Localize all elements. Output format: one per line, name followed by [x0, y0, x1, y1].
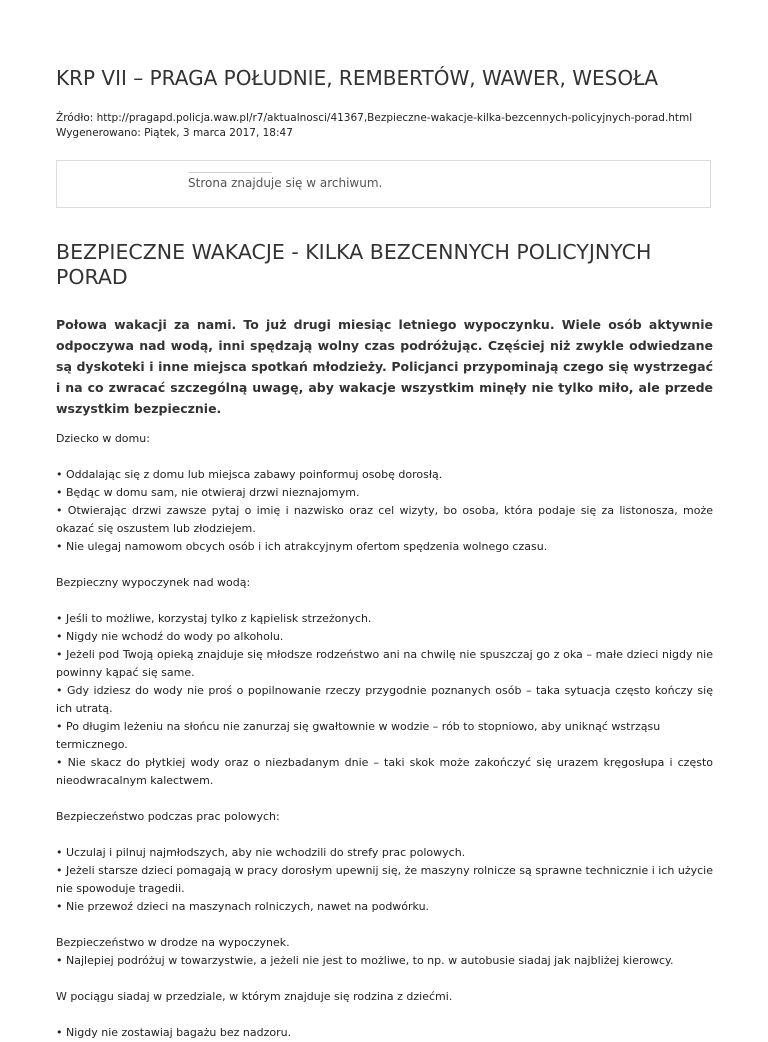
generated-date: Wygenerowano: Piątek, 3 marca 2017, 18:47: [56, 127, 293, 139]
section-heading: Bezpieczny wypoczynek nad wodą:: [56, 576, 251, 589]
list-item: • Nie ulegaj namowom obcych osób i ich atrakcyjnym ofertom spędzenia wolnego czasu.: [56, 540, 548, 553]
list-item: • Gdy idziesz do wody nie proś o popilnowanie rzeczy przygodnie poznanych osób – taka sytuacja często kończy się ich utratą.: [56, 684, 713, 715]
list-item: • Nigdy nie zostawiaj bagażu bez nadzoru.: [56, 1026, 292, 1039]
section-heading: Bezpieczeństwo podczas prac polowych:: [56, 810, 280, 823]
paragraph: W pociągu siadaj w przedziale, w którym znajduje się rodzina z dziećmi.: [56, 990, 453, 1003]
site-title: KRP VII – PRAGA POŁUDNIE, REMBERTÓW, WAWER, WESOŁA: [56, 66, 659, 90]
source-link[interactable]: Źródło: http://pragapd.policja.waw.pl/r7/aktualnosci/41367,Bezpieczne-wakacje-kilka-bezcennych-policyjnych-porad.html: [56, 112, 693, 124]
list-item: • Jeżeli pod Twoją opieką znajduje się młodsze rodzeństwo ani na chwilę nie spuszczaj go z oka – małe dzieci nigdy nie powinny kąpać się same.: [56, 648, 713, 679]
list-item: • Uczulaj i pilnuj najmłodszych, aby nie wchodzili do strefy prac polowych.: [56, 846, 466, 859]
list-item: • Jeśli to możliwe, korzystaj tylko z kąpielisk strzeżonych.: [56, 612, 372, 625]
archive-notice: Strona znajduje się w archiwum.: [188, 176, 383, 190]
article-lead: Połowa wakacji za nami. To już drugi miesiąc letniego wypoczynku. Wiele osób aktywnie odpoczywa nad wodą, inni spędzają wolny czas podróżując. Częściej niż zwykle odwiedzane są dyskoteki i inne miejsca spotkań młodzieży. Policjanci przypominają czego się wystrzegać i na co zwracać szczególną uwagę, aby wakacje wszystkim minęły nie tylko miło, ale przede wszystkim bezpiecznie.: [56, 317, 713, 416]
section-heading: Bezpieczeństwo w drodze na wypoczynek.: [56, 936, 290, 949]
article-body: [56, 430, 713, 1042]
list-item: • Najlepiej podróżuj w towarzystwie, a jeżeli nie jest to możliwe, to np. w autobusie siadaj jak najbliżej kierowcy.: [56, 954, 674, 967]
list-item: • Otwierając drzwi zawsze pytaj o imię i nazwisko oraz cel wizyty, bo osoba, która podaje się za listonosza, może okazać się oszustem lub złodziejem.: [56, 504, 713, 535]
list-item: • Po długim leżeniu na słońcu nie zanurzaj się gwałtownie w wodzie – rób to stopniowo, aby uniknąć wstrząsu termicznego.: [56, 720, 661, 751]
article-title: BEZPIECZNE WAKACJE - KILKA BEZCENNYCH POLICYJNYCH PORAD: [56, 240, 652, 289]
list-item: • Będąc w domu sam, nie otwieraj drzwi nieznajomym.: [56, 486, 360, 499]
divider: [188, 172, 272, 173]
archive-notice-box: [56, 160, 711, 208]
list-item: • Nie skacz do płytkiej wody oraz o niezbadanym dnie – taki skok może zakończyć się urazem kręgosłupa i często nieodwracalnym kalectwem.: [56, 756, 713, 787]
source-meta: [56, 111, 692, 141]
section-heading: Dziecko w domu:: [56, 432, 150, 445]
list-item: • Jeżeli starsze dzieci pomagają w pracy dorosłym upewnij się, że maszyny rolnicze są sprawne technicznie i ich użycie nie spowoduje tragedii.: [56, 864, 713, 895]
list-item: • Nigdy nie wchodź do wody po alkoholu.: [56, 630, 284, 643]
list-item: • Oddalając się z domu lub miejsca zabawy poinformuj osobę dorosłą.: [56, 468, 443, 481]
list-item: • Nie przewoź dzieci na maszynach rolniczych, nawet na podwórku.: [56, 900, 430, 913]
